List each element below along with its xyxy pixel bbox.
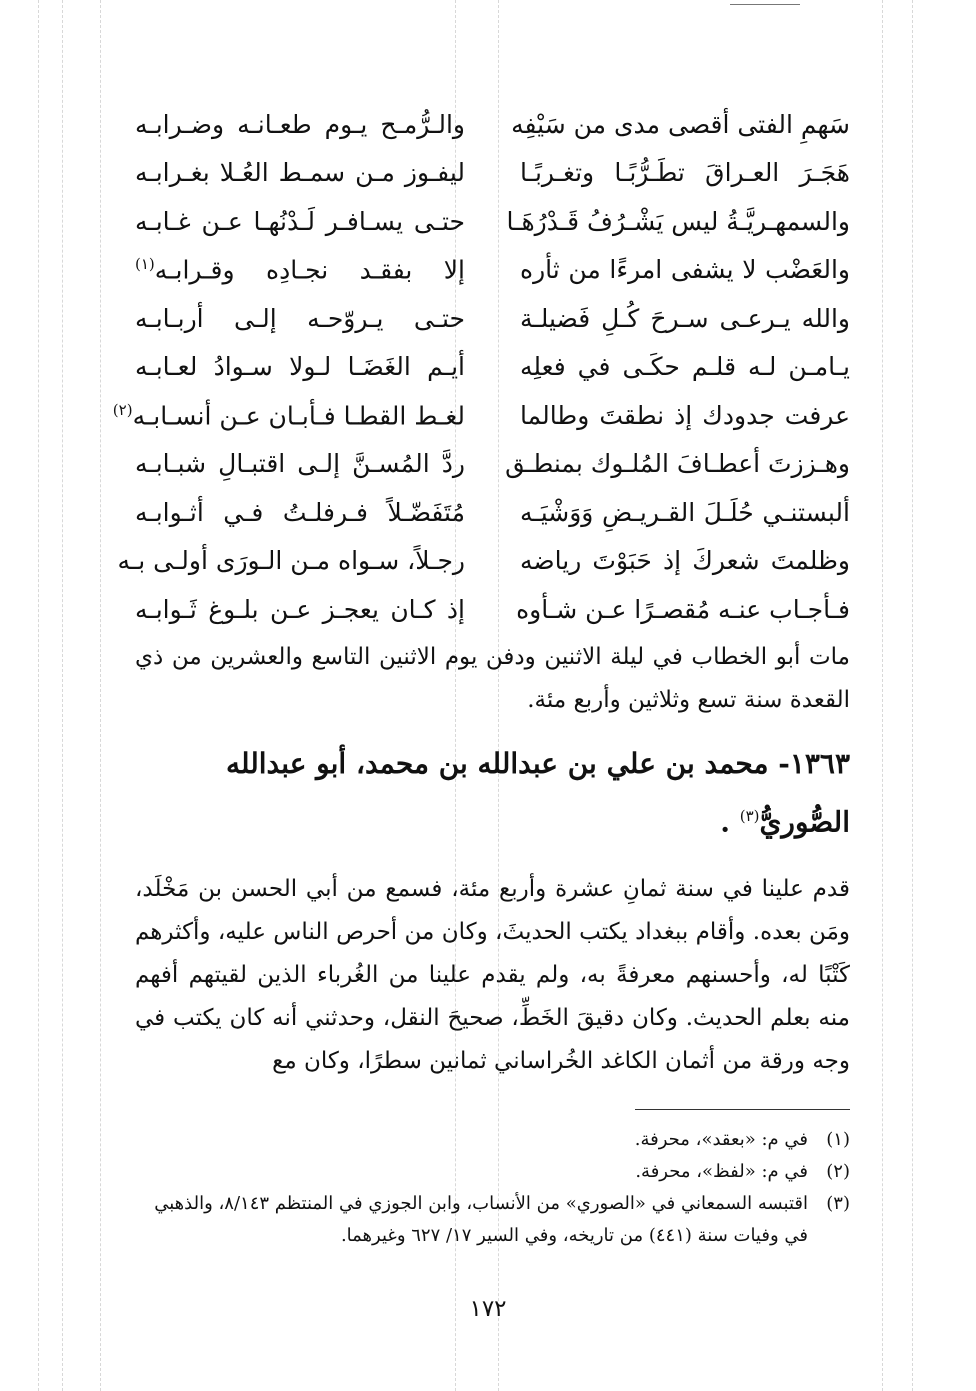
verse: [117, 537, 850, 586]
verse: [135, 100, 850, 149]
verse-hemistich-second: أيـم الغَضَـا لـولا سـوادُ لعـابـه: [135, 352, 465, 382]
biography-paragraph: قدم علينا في سنة ثمانِ عشرة وأربع مئة، فسمع من أبي الحسن بن مَخْلَد، ومَن بعده. وأقام ببغداد يكتب الحديثَ، وكان من أحرص الناس عليه، وأكثرهم كَتْبًا له، وأحسنهم معرفةً به، ولم يقدم علينا من الغُرباء الذين لقيتهم أفهم منه بعلم الحديث. وكان دقيقَ الخَطِّ، صحيحَ النقل، وحدثني أنه كان يكتب في وجه ورقة من أثمان الكاغد الخُراساني ثمانين سطرًا، وكان مع: [135, 875, 850, 1074]
margin-guide: [38, 0, 39, 1391]
header-rule: [730, 4, 800, 5]
verse-hemistich-second: رجـلاً، سـواه مـن الـورَى أولـى بـه: [117, 546, 465, 576]
verse: [135, 585, 850, 634]
verse-hemistich-second: [112, 400, 465, 430]
verse-hemistich-first: وظلمتَ شعركَ إذ حَبَوْتَ رياضه: [520, 546, 850, 576]
footnote-number: (١): [826, 1128, 850, 1150]
verse: [135, 294, 850, 343]
footnote-text: اقتبسه السمعاني في «الصوري» من الأنساب، وابن الجوزي في المنتظم ٨/١٤٣، والذهبي في وفيات سنة (٤٤١) من تاريخه، وفي السير ١٧/ ٦٢٧ وغيرهما.: [154, 1192, 808, 1246]
footnote: [135, 1124, 850, 1156]
verse-hemistich-second: ردَّ المُسـنَّ إلـى اقتبـالِ شبـابـه: [135, 449, 465, 479]
verse-hemistich-first: والسمهـريَّـةُ ليس يَشْـرُفُ قَـدْرُهَـا: [506, 206, 850, 236]
footnote-text: في م: «بعقد»، محرفة.: [634, 1128, 808, 1150]
footnotes: [135, 1124, 850, 1252]
footnote: [135, 1156, 850, 1188]
page-number: ١٧٢: [469, 1296, 507, 1322]
footnote-number: (٣): [826, 1192, 850, 1214]
verse-hemistich-first: والعَضْب لا يشفى امرءًا من ثأره: [520, 255, 850, 285]
margin-guide: [912, 0, 913, 1391]
footnote-reference-3[interactable]: (٣): [739, 806, 760, 825]
verse-hemistich-second: [135, 255, 465, 285]
margin-guide: [62, 0, 63, 1391]
poem: [112, 100, 850, 634]
entry-heading-end: .: [720, 804, 740, 838]
entry-heading: [135, 738, 850, 848]
footnote-separator: [635, 1109, 850, 1110]
verse-hemistich-second: مُتَفَضّـلاً فـرفلـتُ فـي أثـوابـه: [135, 497, 465, 527]
verse: [135, 246, 850, 295]
verse-hemistich-second: والـرُّمـح يـوم طعـانـه وضـرابـه: [135, 109, 465, 139]
verse-text: لغـط القطـا فـأبـان عـن أنسـابـه: [132, 400, 465, 430]
verse-hemistich-first: عرفت جدودك إذ نطقتَ وطالما: [520, 400, 850, 430]
footnote-reference-2[interactable]: (٢): [112, 400, 133, 419]
footnote-reference-1[interactable]: (١): [135, 255, 155, 274]
entry-heading-text: ١٣٦٣- محمد بن علي بن عبدالله بن محمد، أبو عبدالله الصُّوريُّ: [225, 746, 850, 838]
verse: [135, 149, 850, 198]
page-body: [112, 100, 850, 1252]
verse-hemistich-first: وهـززتَ أعطـافَ المُلـوك بمنطـق: [505, 449, 850, 479]
margin-guide: [882, 0, 883, 1391]
verse-hemistich-second: حتـى يسـافـر لَـدْنُهـا عـن غـابـه: [135, 206, 465, 236]
verse-hemistich-first: سَهمِ الفتى أقصى مدى من سَيْفِه: [511, 109, 850, 139]
verse: [135, 197, 850, 246]
verse-hemistich-second: حتـى يـروّحـه إلـى أربـابـه: [135, 303, 465, 333]
verse: [135, 440, 850, 489]
footnote: [135, 1188, 850, 1252]
verse: [112, 391, 850, 440]
verse-text: إلا بفقـد نجـادِه وقـرابـه: [154, 255, 465, 285]
death-note-paragraph: مات أبو الخطاب في ليلة الاثنين ودفن يوم الاثنين التاسع والعشرين من ذي القعدة سنة تسع وثلاثين وأربع مئة.: [135, 643, 850, 713]
verse: [135, 488, 850, 537]
verse: [135, 343, 850, 392]
verse-hemistich-first: والله يـرعـى سـرحَ كُـلِ فَضيلـة: [520, 303, 850, 333]
verse-hemistich-first: يـامـن لـه قلـم حكَـى في فعلِه: [520, 352, 850, 382]
margin-guide: [100, 0, 101, 1391]
verse-hemistich-second: إذ كـان يعجـز عـن بلـوغ ثَـوابـه: [135, 594, 465, 624]
footnote-number: (٢): [826, 1160, 850, 1182]
verse-hemistich-first: فـأجـاب عنـه مُقصـرًا عـن شـأوه: [516, 594, 850, 624]
footnote-text: في م: «لفظ»، محرفة.: [635, 1160, 808, 1182]
verse-hemistich-second: ليفـوز مـن سمـط العُـلا بغـرابـه: [135, 158, 465, 188]
verse-hemistich-first: هَجَـرَ العـراقَ تطَـرُّبًـا وتغـربًـا: [520, 158, 850, 188]
verse-hemistich-first: ألبستنـي حُلَـلَ القـريـضِ وَوَشْيَـه: [520, 497, 850, 527]
